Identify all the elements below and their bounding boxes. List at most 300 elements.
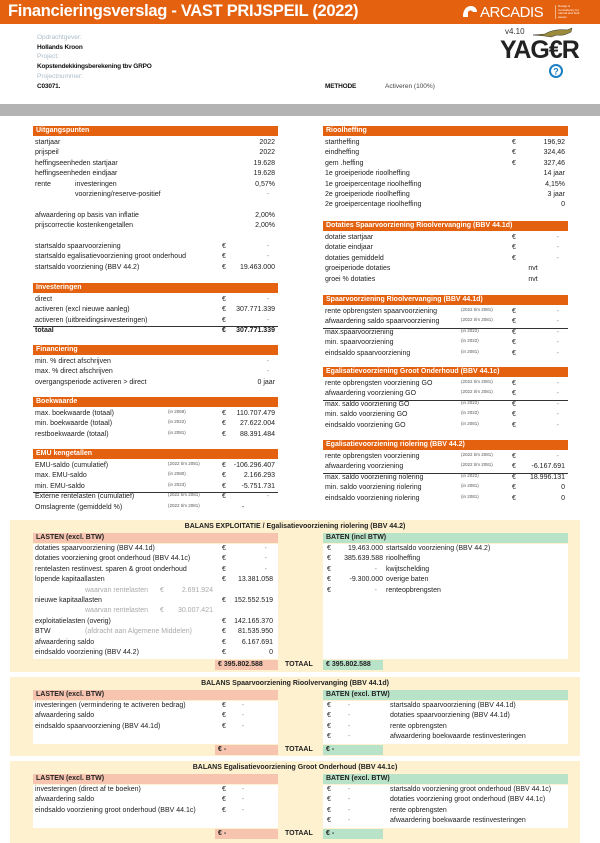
total-label: TOTAAL [285, 745, 313, 753]
row-value: - [266, 316, 269, 324]
row-label: totaal [35, 327, 54, 335]
currency-symbol: € [512, 244, 516, 252]
currency-symbol: € [222, 296, 226, 303]
row-label: gem .heffing [325, 159, 364, 167]
row-note: (in 2081) [461, 420, 479, 426]
row-label: direct [35, 296, 53, 303]
section-header: Spaarvoorziening Rioolvervanging (BBV 44.1d) [323, 295, 568, 305]
currency-symbol: € [327, 722, 331, 730]
baten-value: - [348, 806, 351, 814]
baten-header: BATEN (incl BTW) [323, 533, 568, 543]
row-note: (2022 t/m 2081) [461, 389, 493, 395]
baten-value: - [348, 733, 351, 741]
client-label: Opdrachtgever: [37, 34, 82, 41]
currency-symbol: € [327, 545, 331, 552]
currency-symbol: € [512, 411, 516, 419]
currency-symbol: € [512, 349, 516, 357]
currency-symbol: € [512, 139, 516, 146]
lasten-value: - [241, 796, 244, 804]
currency-symbol: € [222, 462, 226, 469]
section-header: Boekwaarde [33, 397, 278, 407]
currency-symbol: € [512, 234, 516, 241]
row-label: min. saldo voorziening GO [325, 411, 408, 419]
section-header: EMU kengetallen [33, 449, 278, 459]
baten-label: startsaldo voorziening groot onderhoud (BBV 44.1c) [390, 786, 552, 793]
row-label: activeren (uitbreidingsinvesteringen) [35, 316, 148, 324]
row-sublabel: voorziening/reserve-positief [75, 191, 161, 198]
baten-value: - [374, 565, 377, 573]
sub-value: 2.691.924 [181, 586, 213, 594]
row-value: - [556, 244, 559, 252]
baten-label: afwaardering boekwaarde restinvesteringen [390, 733, 526, 741]
currency-symbol: € [327, 733, 331, 741]
row-value: 14 jaar [543, 170, 565, 178]
row-note: (in 2022) [168, 419, 186, 425]
lasten-total: € - [215, 745, 278, 755]
baten-label: dotaties spaarvoorziening (BBV 44.1d) [390, 712, 510, 720]
currency-symbol: € [222, 617, 226, 625]
row-value: - [556, 421, 559, 429]
currency-symbol: € [512, 484, 516, 492]
row-label: restboekwaarde (totaal) [35, 430, 109, 438]
currency-symbol: € [327, 786, 331, 793]
lasten-label: lopende kapitaallasten [35, 576, 105, 584]
currency-symbol: € [512, 308, 516, 315]
currency-symbol: € [222, 327, 226, 335]
row-value: 0 [561, 484, 565, 492]
currency-symbol: € [222, 597, 226, 604]
project-number-label: Projectnummer: [37, 73, 83, 80]
lasten-label: afwaardering saldo [35, 796, 95, 804]
sub-label: waarvan rentelasten [85, 586, 149, 594]
lasten-total: € 395.802.588 [215, 660, 278, 670]
row-note: (2022 t/m 2081) [168, 502, 200, 508]
row-value: - [556, 308, 559, 315]
divider-bar [0, 104, 600, 116]
row-label: max. boekwaarde (totaal) [35, 410, 114, 417]
lasten-label: eindsaldo voorziening (BBV 44.2) [35, 649, 139, 656]
row-label: afwaardering voorziening GO [325, 390, 417, 398]
row-label: afwaardering voorziening [325, 463, 404, 471]
row-value: - [266, 493, 269, 501]
row-value: 19.463.000 [239, 263, 275, 271]
baten-total: € - [323, 745, 383, 755]
row-label: rente opbrengsten voorziening [325, 453, 420, 460]
question-circle-icon[interactable] [549, 64, 563, 80]
currency-symbol: € [327, 586, 331, 594]
row-label: rente opbrengsten voorziening GO [325, 380, 433, 387]
baten-label: rente opbrengsten [390, 722, 447, 730]
currency-symbol: € [222, 722, 226, 730]
row-label: startjaar [35, 139, 61, 146]
row-value: 0,57% [255, 180, 275, 188]
currency-symbol: € [327, 555, 331, 563]
row-value: 2022 [259, 149, 275, 157]
balance-title: BALANS EXPLOITATIE / Egalisatievoorziening riolering (BBV 44.2) [184, 523, 406, 530]
lasten-label: investeringen (direct af te boeken) [35, 786, 141, 793]
section-header: Dotaties Spaarvoorziening Rioolvervanging (BBV 44.1d) [323, 221, 568, 231]
balance-title: BALANS Spaarvoorziening Rioolvervanging (BBV 44.1d) [201, 680, 389, 687]
row-value: 2022 [259, 139, 275, 146]
row-value: - [556, 380, 559, 387]
currency-symbol: € [222, 410, 226, 417]
row-value: - [556, 328, 559, 336]
row-value: 307.771.339 [236, 327, 275, 335]
lasten-label: BTW [35, 628, 51, 636]
row-value: - [266, 358, 269, 365]
baten-value: - [348, 702, 351, 709]
row-label: 1e groeipercentage rioolheffing [325, 180, 422, 188]
row-value: 3 jaar [547, 191, 565, 198]
baten-header: BATEN (excl. BTW) [323, 690, 568, 700]
row-value: -106.296.407 [233, 462, 275, 469]
baten-value: - [348, 817, 351, 825]
client-value: Hollands Kroon [37, 44, 83, 51]
project-label: Project: [37, 53, 60, 60]
currency-symbol: € [222, 565, 226, 573]
sub-currency: € [160, 586, 164, 594]
currency-symbol: € [222, 628, 226, 636]
baten-label: renteopbrengsten [386, 586, 441, 594]
currency-symbol: € [512, 400, 516, 408]
lasten-value: 81.535.950 [237, 628, 273, 636]
row-label: heffingseenheden eindjaar [35, 170, 118, 178]
row-note: (2022 t/m 2081) [461, 307, 493, 312]
row-label: max. saldo voorziening riolering [325, 473, 424, 481]
row-value: - [556, 390, 559, 398]
lasten-value: - [264, 565, 267, 573]
row-value: - [266, 296, 269, 303]
row-label: min. boekwaarde (totaal) [35, 420, 113, 428]
baten-value: - [348, 786, 351, 793]
lasten-value: - [264, 555, 267, 563]
row-value: - [556, 234, 559, 241]
row-value: - [556, 411, 559, 419]
row-value: - [241, 503, 245, 511]
row-note: (in 2081) [168, 429, 186, 435]
lasten-label: dotaties spaarvoorziening (BBV 44.1d) [35, 545, 155, 552]
lasten-label: rentelasten restinvest. sparen & groot onderhoud [35, 565, 187, 573]
lasten-header: LASTEN (excl. BTW) [33, 690, 278, 700]
row-note: (in 2022) [461, 327, 479, 333]
row-value: - [556, 318, 559, 326]
currency-symbol: € [512, 494, 516, 502]
row-value: nvt [528, 265, 538, 273]
row-label: 2e groeiperiode rioolheffing [325, 191, 410, 198]
row-label: afwaardering saldo spaarvoorziening [325, 318, 440, 326]
baten-label: rioolheffing [386, 555, 421, 563]
currency-symbol: € [512, 380, 516, 387]
row-value: 19.628 [253, 170, 275, 178]
lasten-header: LASTEN (excl. BTW) [33, 533, 278, 543]
baten-label: startsaldo voorziening (BBV 44.2) [386, 545, 491, 552]
baten-value: -9.300.000 [349, 576, 383, 584]
currency-symbol: € [512, 421, 516, 429]
total-label: TOTAAL [285, 661, 313, 669]
row-label: afwaardering op basis van inflatie [35, 211, 139, 219]
row-label: EMU-saldo (cumulatief) [35, 462, 109, 469]
row-value: 0 [561, 494, 565, 502]
row-value: -5.751.731 [241, 482, 275, 490]
row-value: - [266, 191, 269, 198]
method-label: METHODE [325, 83, 357, 90]
row-label: dotatie eindjaar [325, 244, 373, 252]
currency-symbol: € [222, 649, 226, 656]
row-value: 27.622.004 [239, 420, 275, 428]
row-value: - [266, 243, 269, 250]
baten-value: 385.639.588 [344, 555, 383, 563]
row-label: overgangsperiode activeren > direct [35, 378, 147, 386]
currency-symbol: € [327, 702, 331, 709]
arcadis-logo-icon [462, 5, 478, 20]
row-value: 2,00% [255, 222, 275, 230]
currency-symbol: € [512, 339, 516, 347]
lasten-label: eindsaldo voorziening groot onderhoud (BBV 44.1c) [35, 806, 196, 814]
currency-symbol: € [222, 493, 226, 501]
row-label: activeren (excl nieuwe aanleg) [35, 306, 130, 314]
row-label: max. EMU-saldo [35, 472, 87, 480]
row-label: eindsaldo voorziening GO [325, 421, 406, 429]
row-note: (in 2080) [168, 471, 186, 477]
lasten-value: - [264, 545, 267, 552]
baten-value: - [348, 796, 351, 804]
currency-symbol: € [512, 159, 516, 167]
lasten-label: investeringen (vermindering te activeren bedrag) [35, 702, 186, 709]
yager-logo: YAG€R [500, 36, 579, 64]
lasten-label: afwaardering saldo [35, 638, 95, 646]
svg-text:?: ? [553, 66, 559, 77]
currency-symbol: € [512, 463, 516, 471]
row-label: groei % dotaties [325, 275, 376, 283]
row-label: eindsaldo voorziening riolering [325, 494, 420, 502]
currency-symbol: € [222, 712, 226, 720]
lasten-value: - [241, 806, 244, 814]
currency-symbol: € [222, 786, 226, 793]
row-value: nvt [528, 275, 538, 283]
row-label: Externe rentelasten (cumulatief) [35, 493, 135, 501]
row-label: min. spaarvoorziening [325, 339, 394, 347]
currency-symbol: € [222, 420, 226, 428]
sub-label: waarvan rentelasten [85, 607, 149, 615]
lasten-label: exploitatielasten (overig) [35, 617, 111, 625]
row-value: - [556, 254, 559, 262]
currency-symbol: € [222, 702, 226, 709]
lasten-label: dotaties voorziening groot onderhoud (BBV 44.1c) [35, 555, 191, 563]
row-value: - [556, 349, 559, 357]
row-note: (2022 t/m 2081) [168, 461, 200, 466]
lasten-total: € - [215, 829, 278, 839]
row-label: rente opbrengsten spaarvoorziening [325, 308, 438, 315]
row-label: dotaties gemiddeld [325, 254, 384, 262]
row-note: (2022 t/m 2081) [168, 492, 200, 498]
row-label: rente [35, 180, 51, 188]
lasten-value: 142.165.370 [234, 617, 273, 625]
project-number-value: C03071. [37, 83, 61, 90]
row-note: (in 2069) [168, 409, 186, 414]
currency-symbol: € [512, 473, 516, 481]
row-note: (in 2022) [461, 472, 479, 478]
row-label: heffingseenheden startjaar [35, 159, 118, 167]
section-header: Uitgangspunten [33, 126, 278, 136]
row-value: 2.166.293 [243, 472, 275, 480]
row-label: prijspeil [35, 149, 59, 157]
currency-symbol: € [222, 263, 226, 271]
lasten-header: LASTEN (excl. BTW) [33, 774, 278, 784]
baten-label: startsaldo spaarvoorziening (BBV 44.1d) [390, 702, 516, 709]
row-value: 18.996.131 [529, 473, 565, 481]
row-sublabel: investeringen [75, 180, 117, 188]
row-value: 327,46 [543, 159, 565, 167]
sub-value: 30.007.421 [177, 607, 213, 615]
row-value: 0 jaar [257, 378, 275, 386]
lasten-value: 152.552.519 [234, 597, 273, 604]
row-label: eindheffing [325, 149, 360, 157]
currency-symbol: € [327, 817, 331, 825]
row-label: 2e groeipercentage rioolheffing [325, 201, 422, 209]
row-value: - [266, 253, 269, 261]
row-label: max. % direct afschrijven [35, 368, 113, 376]
baten-header: BATEN (excl. BTW) [323, 774, 568, 784]
total-label: TOTAAL [285, 829, 313, 837]
baten-label: overige baten [386, 576, 429, 584]
row-note: (in 2081) [461, 493, 479, 499]
lasten-label: afwaardering saldo [35, 712, 95, 720]
baten-total: € - [323, 829, 383, 839]
row-note: (in 2022) [461, 338, 479, 344]
row-label: max.spaarvoorziening [325, 328, 394, 336]
row-label: prijscorrectie kostenkengetallen [35, 222, 134, 230]
currency-symbol: € [512, 453, 516, 460]
currency-symbol: € [512, 328, 516, 336]
row-label: 1e groeiperiode rioolheffing [325, 170, 410, 178]
row-value: - [266, 368, 269, 376]
row-note: (2022 t/m 2081) [461, 317, 493, 323]
currency-symbol: € [222, 316, 226, 324]
section-header: Investeringen [33, 283, 278, 293]
currency-symbol: € [512, 390, 516, 398]
section-header: Rioolheffing [323, 126, 568, 136]
section-header: Egalisatievoorziening riolering (BBV 44.2) [323, 440, 568, 450]
balance-title: BALANS Egalisatievoorziening Groot Onderhoud (BBV 44.1c) [192, 764, 398, 771]
currency-symbol: € [222, 306, 226, 314]
row-value: 110.707.479 [236, 410, 275, 417]
row-label: Omslagrente (gemiddeld %) [35, 503, 123, 511]
lasten-label: nieuwe kapitaallasten [35, 597, 102, 604]
row-label: startheffing [325, 139, 360, 146]
row-note: (2022 t/m 2081) [461, 462, 493, 468]
lasten-note: (afdracht aan Algemene Middelen) [85, 628, 193, 636]
row-label: min. saldo voorziening riolering [325, 484, 422, 492]
row-value: 88.391.484 [239, 430, 275, 438]
row-value: 4,15% [545, 180, 565, 188]
row-note: (in 2081) [461, 483, 479, 489]
baten-label: rente opbrengsten [390, 806, 447, 814]
brand-tagline: Design & Consultancy for natural and built assets [555, 5, 585, 19]
row-value: 307.771.339 [236, 306, 275, 314]
baten-value: - [348, 712, 351, 720]
lasten-value: - [241, 722, 244, 730]
row-label: startsaldo egalisatievoorziening groot onderhoud [35, 253, 186, 261]
currency-symbol: € [222, 576, 226, 584]
currency-symbol: € [222, 638, 226, 646]
row-note: (in 2023) [168, 481, 186, 487]
row-value: -6.167.691 [531, 463, 565, 471]
row-label: groeiperiode dotaties [325, 265, 391, 273]
currency-symbol: € [222, 243, 226, 250]
currency-symbol: € [327, 576, 331, 584]
row-value: - [556, 453, 559, 460]
baten-label: afwaardering boekwaarde restinvesteringen [390, 817, 526, 825]
lasten-value: 13.381.058 [237, 576, 273, 584]
lasten-value: - [241, 702, 244, 709]
currency-symbol: € [222, 555, 226, 563]
lasten-value: - [241, 786, 244, 793]
section-header: Egalisatievoorziening Groot Onderhoud (BBV 44.1c) [323, 367, 568, 377]
currency-symbol: € [222, 482, 226, 490]
row-note: (in 2081) [461, 348, 479, 354]
currency-symbol: € [222, 472, 226, 480]
row-value: 0 [561, 201, 565, 209]
row-value: 2,00% [255, 211, 275, 219]
row-label: min. EMU-saldo [35, 482, 85, 490]
currency-symbol: € [327, 806, 331, 814]
row-label: startsaldo spaarvoorziening [35, 243, 121, 250]
row-value: - [556, 400, 559, 408]
baten-total: € 395.802.588 [323, 660, 383, 670]
sub-currency: € [160, 607, 164, 615]
row-value: 324,46 [543, 149, 565, 157]
lasten-value: 0 [269, 649, 273, 656]
currency-symbol: € [327, 712, 331, 720]
row-value: 19.628 [253, 159, 275, 167]
lasten-label: eindsaldo spaarvoorziening (BBV 44.1d) [35, 722, 161, 730]
lasten-value: 6.167.691 [241, 638, 273, 646]
currency-symbol: € [327, 796, 331, 804]
currency-symbol: € [512, 318, 516, 326]
row-label: max. saldo voorziening GO [325, 400, 410, 408]
row-value: - [556, 339, 559, 347]
currency-symbol: € [327, 565, 331, 573]
row-label: startsaldo voorziening (BBV 44.2) [35, 263, 140, 271]
row-note: (2022 t/m 2081) [461, 379, 493, 384]
currency-symbol: € [222, 545, 226, 552]
currency-symbol: € [512, 149, 516, 157]
currency-symbol: € [222, 253, 226, 261]
lasten-value: - [241, 712, 244, 720]
baten-value: - [374, 586, 377, 594]
row-value: 196,92 [543, 139, 565, 146]
row-label: eindsaldo spaarvoorziening [325, 349, 411, 357]
row-label: dotatie startjaar [325, 234, 374, 241]
currency-symbol: € [512, 254, 516, 262]
method-value: Activeren (100%) [385, 83, 435, 90]
baten-value: - [348, 722, 351, 730]
baten-label: dotaties voorziening groot onderhoud (BBV 44.1c) [390, 796, 546, 804]
row-note: (in 2022) [461, 399, 479, 405]
brand-name: ARCADIS [480, 4, 544, 21]
page-title: Financieringsverslag - VAST PRIJSPEIL (2022) [8, 2, 359, 20]
row-note: (2022 t/m 2081) [461, 452, 493, 457]
row-note: (in 2022) [461, 410, 479, 416]
baten-label: kwijtschelding [386, 565, 430, 573]
currency-symbol: € [222, 430, 226, 438]
currency-symbol: € [222, 806, 226, 814]
row-label: min. % direct afschrijven [35, 358, 111, 365]
version-label: v4.10 [505, 27, 525, 36]
baten-value: 19.463.000 [347, 545, 383, 552]
currency-symbol: € [222, 796, 226, 804]
section-header: Financiering [33, 345, 278, 355]
